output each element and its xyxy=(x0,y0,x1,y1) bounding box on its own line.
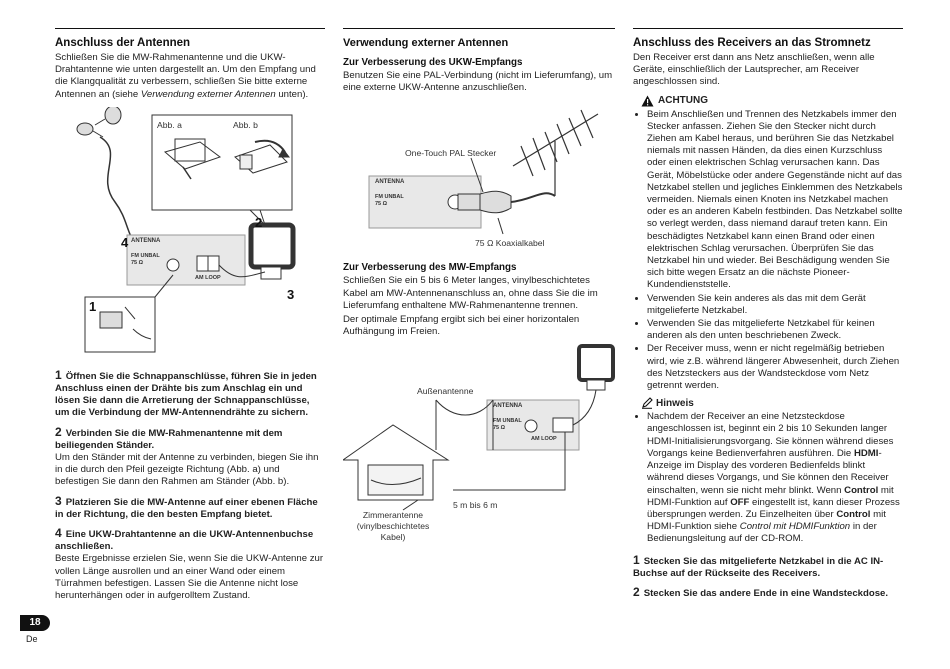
fig-label-abb-a: Abb. a xyxy=(157,119,182,130)
fig-label-indoor-antenna: Zimmerantenne (vinylbeschichtetes Kabel) xyxy=(356,510,430,543)
paragraph: Benutzen Sie eine PAL-Verbindung (nicht im Lieferumfang), um eine externe UKW-Antenne anzuschließen. xyxy=(343,70,613,94)
fm-antenna-illustration xyxy=(343,96,615,254)
step-1: 1 Öffnen Sie die Schnappanschlüsse, führen Sie in jeden Anschluss einen der Drähte bis zum Anschlag ein und lösen Sie dann die Arretierung der Schnappanschlüsse, um die Verbindung der MW-Antennendrähte zu sichern. xyxy=(55,367,317,419)
section-heading: Anschluss der Antennen xyxy=(55,37,191,49)
note-header: Hinweis xyxy=(641,397,903,409)
list-item: • Beim Anschließen und Trennen des Netzkabels immer den Stecker anfassen. Ziehen Sie den Stecker nicht durch Ziehen am Kabel heraus, und berühren Sie das Netzkabel niemals mit nassen Händen, da dies einen Kurzschluss oder einen elektrischen Schlag verursachen kann. Das Gerät, Möbelstücke oder andere Gegenstände nicht auf das Netzkabel stellen und jegliches Einklemmen des Netzkabels vermeiden. Niemals einen Knoten ins Netzkabel machen oder es an anderen Kabeln festbinden. Das Netzkabel sollte so verlegt werden, dass niemand darauf treten kann. Ein beschädigtes Netzkabel kann einen Brand oder einen elektrischen Schlag verursachen. Überprüfen Sie das Netzkabel hin und wieder. Bei Beschädigung wenden Sie sich bitte wegen Ersatz an die nächste Pioneer-Kundendienststelle. xyxy=(647,109,903,292)
pushpin-icon xyxy=(77,107,121,137)
list-item: • Nachdem der Receiver an eine Netzsteckdose angeschlossen ist, beginnt ein 2 bis 10 Sekunden langer HDMI-Initialisierungsvorgang. Sie können während dieses Vorgangs keine Bedienverfahren ausführen. Die HDMI-Anzeige im Display des vorderen Bedienfelds blinkt während dieses Vorgangs, und Sie können den Receiver einschalten, wenn sie nicht mehr blinkt. Wenn Control mit HDMI-Funktion auf OFF eingestellt ist, kann dieser Prozess übersprungen werden. Zu Einzelheiten über Control mit HDMI-Funktion siehe Control mit HDMIFunktion in der Bedienungsleitung auf der CD-ROM. xyxy=(647,411,903,545)
fig-label-ohm: 75 Ω xyxy=(375,201,388,208)
coax-cable xyxy=(511,194,555,203)
fig-step-number: 4 xyxy=(121,234,129,250)
fig-label-fm-unbal: FM UNBAL xyxy=(493,418,522,425)
section-heading: Verwendung externer Antennen xyxy=(343,37,509,49)
am-loop-terminals xyxy=(553,418,573,432)
am-external-figure xyxy=(343,340,615,543)
list-item: • Der Receiver muss, wenn er nicht regelmäßig betrieben wird, wie z.B. während längerer Abwesenheit, durch Ziehen des Netzsteckers aus der Wandsteckdose vom Netz getrennt werden. xyxy=(647,343,903,392)
fig-label-length: 5 m bis 6 m xyxy=(453,500,498,511)
column-rule xyxy=(633,28,903,29)
fig-label-antenna: ANTENNA xyxy=(375,179,405,186)
paragraph: Schließen Sie ein 5 bis 6 Meter langes, vinylbeschichtetes Kabel am MW-Antennenanschluss an, ohne dass Sie die im Lieferumfang enthaltene MW-Rahmenantenne trennen. xyxy=(343,275,598,311)
fig-label-abb-b: Abb. b xyxy=(233,119,258,130)
subheading-am: Zur Verbesserung des MW-Empfangs xyxy=(343,262,517,274)
step-2: 2 Stecken Sie das andere Ende in eine Wandsteckdose. xyxy=(633,584,889,599)
fm-jack xyxy=(167,259,179,271)
warning-icon xyxy=(641,95,654,107)
fig-label-antenna: ANTENNA xyxy=(131,237,161,244)
cross-reference: Control mit HDMIFunktion xyxy=(739,521,851,533)
fig-label-coax: 75 Ω Koaxialkabel xyxy=(475,238,545,249)
antenna-figure xyxy=(55,107,325,357)
warning-list xyxy=(633,109,903,393)
pal-plug-icon xyxy=(458,192,511,214)
fig-label-am-loop: AM LOOP xyxy=(531,436,557,443)
am-loop-antenna xyxy=(579,346,613,380)
section-heading: Anschluss des Receivers an das Stromnetz xyxy=(633,37,871,49)
cross-reference: Verwendung externer Antennen xyxy=(140,88,276,100)
warning-header: ACHTUNG xyxy=(641,95,903,107)
intro-paragraph: Den Receiver erst dann ans Netz anschließen, wenn alle Geräte, einschließlich der Lautsprecher, am Receiver angeschlossen sind. xyxy=(633,52,875,88)
step-2: 2 Verbinden Sie die MW-Rahmenantenne mit dem beiliegenden Ständer. Um den Ständer mit der Antenne zu verbinden, biegen Sie ihn in die durch den Pfeil gezeigte Richtung (Abb. a) und befestigen Sie dann den Rahmen am Ständer (Abb. b). xyxy=(55,424,319,488)
subheading-fm: Zur Verbesserung des UKW-Empfangs xyxy=(343,57,523,68)
fig-step-number: 3 xyxy=(287,286,295,302)
fig-label-outdoor-antenna: Außenantenne xyxy=(417,386,474,397)
fig-label-antenna: ANTENNA xyxy=(493,403,523,410)
language-code: De xyxy=(26,634,38,644)
fig-label-ohm: 75 Ω xyxy=(493,425,506,432)
fm-external-figure xyxy=(343,96,615,254)
fm-jack xyxy=(525,420,537,432)
fig-step-number: 2 xyxy=(255,214,263,230)
antenna-illustration xyxy=(55,107,325,357)
page-number: 18 xyxy=(20,615,50,631)
step-4: 4 Eine UKW-Drahtantenne an die UKW-Antennenbuchse anschließen. Beste Ergebnisse erzielen Sie, wenn Sie die UKW-Antenne zur vollen Länge ausrollen und an einer Wand oder einem Türrahmen befestigen. Lassen Sie die Antenne nicht lose herunterhängen oder in aufgerolltem Zustand. xyxy=(55,526,324,602)
intro-paragraph: Schließen Sie die MW-Rahmenantenne und die UKW-Drahtantenne wie unten dargestellt an. Um den Empfang und die Klangqualität zu verbessern, schließen Sie bitte externe Antennen an (siehe Verwendung externer Antennen unten). xyxy=(55,52,316,100)
column-antenna-connection xyxy=(55,28,325,602)
outdoor-wire xyxy=(436,400,493,415)
fig-label-pal-plug: One-Touch PAL Stecker xyxy=(405,148,497,159)
step-1: 1 Stecken Sie das mitgelieferte Netzkabel in die AC IN-Buchse auf der Rückseite des Receivers. xyxy=(633,552,884,579)
am-loop-antenna xyxy=(251,225,293,267)
column-power-connection xyxy=(633,28,903,600)
house-icon xyxy=(343,425,448,500)
column-rule xyxy=(343,28,615,29)
fig-label-fm-unbal: FM UNBAL xyxy=(131,252,160,259)
step-3: 3 Platzieren Sie die MW-Antenne auf einer ebenen Fläche in der Richtung, die den besten Empfang bietet. xyxy=(55,493,318,520)
fig-label-ohm: 75 Ω xyxy=(131,259,144,266)
paragraph: Der optimale Empfang ergibt sich bei einer horizontalen Aufhängung im Freien. xyxy=(343,314,580,338)
pencil-note-icon xyxy=(641,397,653,409)
fig-label-fm-unbal: FM UNBAL xyxy=(375,194,404,201)
fig-step-number: 1 xyxy=(89,298,97,314)
yagi-antenna-icon xyxy=(513,110,598,196)
note-list xyxy=(633,411,903,545)
list-item: • Verwenden Sie das mitgelieferte Netzkabel für keinen anderen als den unten beschriebenen Zweck. xyxy=(647,318,903,342)
list-item: • Verwenden Sie kein anderes als das mit dem Gerät mitgelieferte Netzkabel. xyxy=(647,293,903,317)
column-external-antennas xyxy=(343,28,615,543)
column-rule xyxy=(55,28,325,29)
fig-label-am-loop: AM LOOP xyxy=(195,274,221,281)
